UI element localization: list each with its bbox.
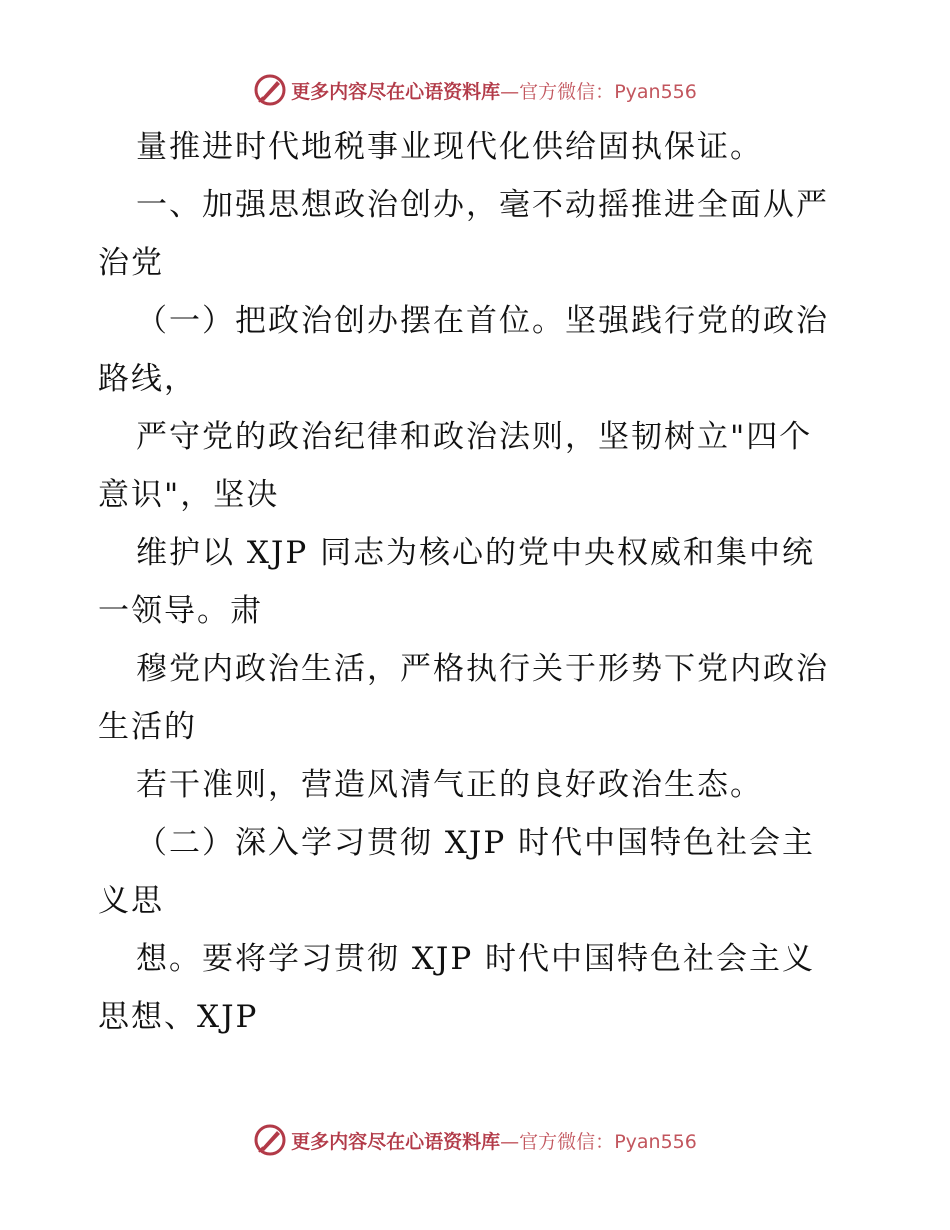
watermark-text	[291, 1127, 697, 1154]
footer-watermark	[0, 1120, 950, 1160]
text-line: 治党	[98, 245, 164, 281]
text-line: 严守党的政治纪律和政治法则，坚韧树立"四个	[136, 419, 813, 455]
watermark-wechat-id: Pyan556	[614, 80, 697, 103]
quill-logo-icon	[253, 1123, 287, 1157]
watermark-wechat-label: 官方微信：	[519, 80, 615, 103]
watermark-text	[291, 77, 697, 104]
watermark-wechat-id: Pyan556	[614, 1130, 697, 1153]
header-watermark	[0, 70, 950, 110]
text-line: 思想、XJP	[98, 999, 259, 1035]
text-line: 路线，	[98, 361, 197, 397]
text-line: 义思	[98, 883, 164, 919]
text-line: 想。要将学习贯彻 XJP 时代中国特色社会主义	[136, 941, 816, 977]
watermark-wechat-label: 官方微信：	[519, 1130, 615, 1153]
text-line: 一领导。肃	[98, 593, 263, 629]
document-body	[98, 118, 858, 1046]
text-line: 量推进时代地税事业现代化供给固执保证。	[136, 129, 763, 165]
text-line: 穆党内政治生活，严格执行关于形势下党内政治	[136, 651, 829, 687]
text-line: 若干准则，营造风清气正的良好政治生态。	[136, 767, 763, 803]
text-line: 生活的	[98, 709, 197, 745]
quill-logo-icon	[253, 73, 287, 107]
text-line: 一、加强思想政治创办，毫不动摇推进全面从严	[136, 187, 829, 223]
watermark-dash: —	[500, 80, 520, 103]
watermark-site: 更多内容尽在心语资料库	[291, 80, 501, 103]
text-line: （一）把政治创办摆在首位。坚强践行党的政治	[136, 303, 829, 339]
text-line: （二）深入学习贯彻 XJP 时代中国特色社会主	[136, 825, 816, 861]
watermark-dash: —	[500, 1130, 520, 1153]
text-line: 维护以 XJP 同志为核心的党中央权威和集中统	[136, 535, 816, 571]
text-line: 意识"，坚决	[98, 477, 280, 513]
watermark-site: 更多内容尽在心语资料库	[291, 1130, 501, 1153]
